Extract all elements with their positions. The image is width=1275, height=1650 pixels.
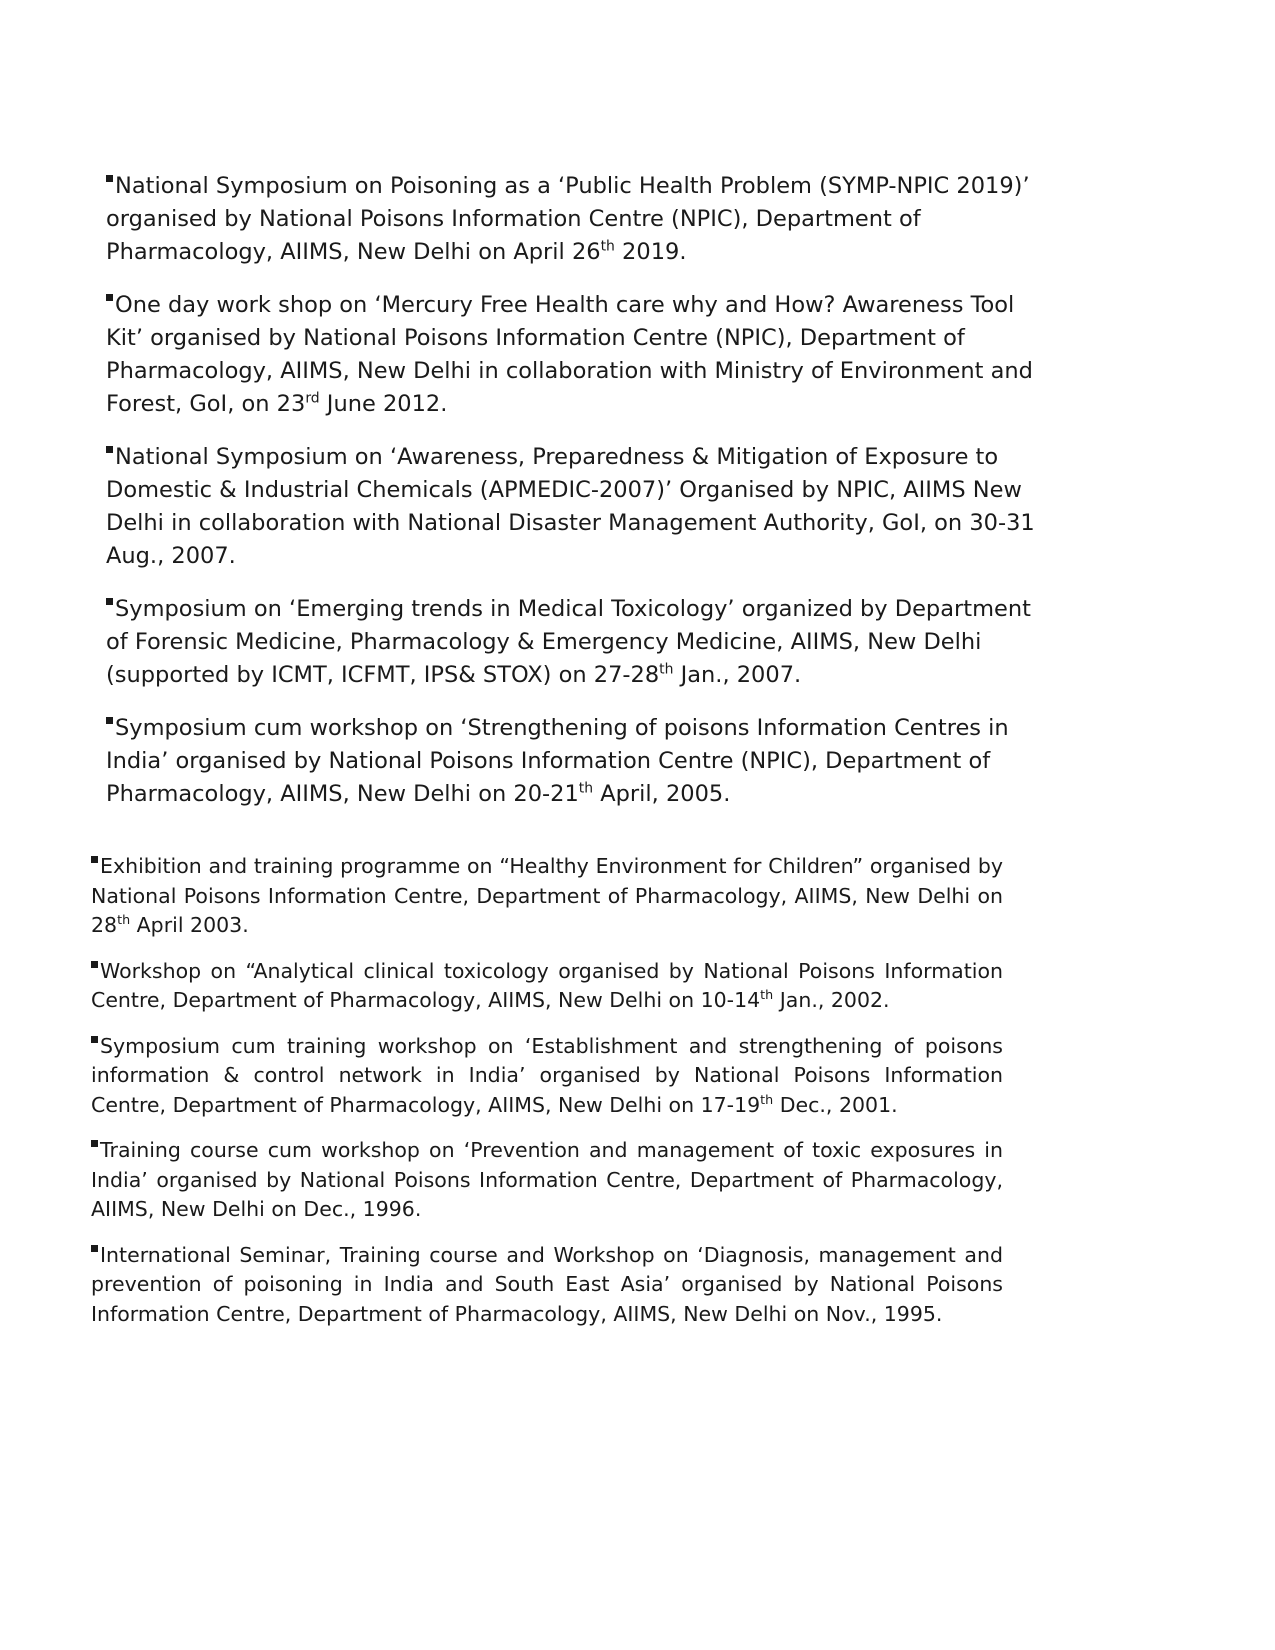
entry-text: April 2003. bbox=[130, 913, 249, 937]
entry-text: Kit’ organised by National Poisons Information Centre (NPIC), Department of bbox=[106, 325, 965, 351]
entry-line bbox=[106, 712, 1036, 745]
square-bullet-icon bbox=[106, 175, 113, 182]
entry-line bbox=[106, 289, 1036, 322]
entry-text: One day work shop on ‘Mercury Free Health care why and How? Awareness Tool bbox=[115, 292, 1015, 318]
entry-text: Pharmacology, AIIMS, New Delhi on April 26 bbox=[106, 239, 601, 265]
ordinal-suffix: th bbox=[760, 987, 774, 1003]
entry-text: India’ organised by National Poisons Information Centre (NPIC), Department of bbox=[106, 748, 991, 774]
entry-text: (supported by ICMT, ICFMT, IPS& STOX) on 27-28 bbox=[106, 662, 660, 688]
square-bullet-icon bbox=[91, 1140, 98, 1147]
entry-text: organised by National Poisons Information Centre (NPIC), Department of bbox=[106, 206, 921, 232]
entry-line bbox=[106, 322, 1036, 355]
event-entry bbox=[106, 289, 1036, 421]
entry-text: Domestic & Industrial Chemicals (APMEDIC-2007)’ Organised by NPIC, AIIMS New bbox=[106, 477, 1022, 503]
entry-text: Delhi in collaboration with National Disaster Management Authority, GoI, on 30-31 bbox=[106, 510, 1035, 536]
entry-text: Jan., 2007. bbox=[673, 662, 802, 688]
event-entry bbox=[106, 712, 1036, 811]
square-bullet-icon bbox=[91, 1245, 98, 1252]
ordinal-suffix: th bbox=[659, 661, 674, 678]
event-list-primary bbox=[106, 170, 1036, 831]
entry-text: Symposium on ‘Emerging trends in Medical Toxicology’ organized by Department bbox=[115, 596, 1031, 622]
entry-line bbox=[106, 626, 1036, 659]
event-entry bbox=[91, 957, 1003, 1016]
entry-line bbox=[106, 203, 1036, 236]
event-entry bbox=[91, 1241, 1003, 1330]
event-entry bbox=[91, 852, 1003, 941]
event-entry bbox=[106, 593, 1036, 692]
entry-text: Training course cum workshop on ‘Prevention and management of toxic exposures in India’ organised by National Poisons Information Centre, Department of Pharmacology, AIIMS, New Delhi on Dec., 1996. bbox=[91, 1138, 1003, 1221]
square-bullet-icon bbox=[106, 294, 113, 301]
entry-text: International Seminar, Training course and Workshop on ‘Diagnosis, management and prevention of poisoning in India and South East Asia’ organised by National Poisons Information Centre, Department of Pharmacology, AIIMS, New Delhi on Nov., 1995. bbox=[91, 1242, 1003, 1326]
entry-line bbox=[106, 540, 1036, 573]
entry-line bbox=[106, 355, 1036, 388]
entry-line bbox=[106, 388, 1036, 421]
event-entry bbox=[91, 1032, 1003, 1121]
square-bullet-icon bbox=[106, 717, 113, 724]
entry-line bbox=[106, 170, 1036, 203]
entry-text: 2019. bbox=[614, 239, 687, 265]
entry-line bbox=[106, 659, 1036, 692]
ordinal-suffix: th bbox=[600, 238, 615, 255]
square-bullet-icon bbox=[106, 598, 113, 605]
square-bullet-icon bbox=[91, 961, 98, 968]
entry-text: Dec., 2001. bbox=[773, 1092, 898, 1117]
entry-line bbox=[106, 593, 1036, 626]
entry-line bbox=[106, 441, 1036, 474]
entry-text: of Forensic Medicine, Pharmacology & Emergency Medicine, AIIMS, New Delhi bbox=[106, 629, 982, 655]
ordinal-suffix: th bbox=[578, 780, 594, 797]
square-bullet-icon bbox=[91, 1036, 98, 1043]
entry-text: Forest, GoI, on 23 bbox=[106, 391, 306, 417]
event-entry bbox=[106, 441, 1036, 573]
event-list-secondary bbox=[91, 852, 1003, 1345]
entry-text: Exhibition and training programme on “Healthy Environment for Children” organised by National Poisons Information Centre, Department of Pharmacology, AIIMS, New Delhi on 28 bbox=[91, 854, 1003, 937]
entry-line bbox=[106, 236, 1036, 269]
entry-text: Symposium cum training workshop on ‘Establishment and strengthening of poisons information & control network in India’ organised by National Poisons Information Centre, Department of Pharmacology, AIIMS, New Delhi on 17-19 bbox=[91, 1033, 1003, 1117]
entry-line bbox=[106, 507, 1036, 540]
square-bullet-icon bbox=[106, 446, 113, 453]
event-entry bbox=[106, 170, 1036, 269]
entry-text: Symposium cum workshop on ‘Strengthening of poisons Information Centres in bbox=[115, 715, 1009, 741]
entry-line bbox=[106, 745, 1036, 778]
entry-text: National Symposium on Poisoning as a ‘Public Health Problem (SYMP-NPIC 2019)’ bbox=[115, 173, 1030, 199]
entry-text: April, 2005. bbox=[593, 781, 731, 807]
ordinal-suffix: th bbox=[760, 1091, 774, 1107]
entry-text: Pharmacology, AIIMS, New Delhi on 20-21 bbox=[106, 781, 579, 807]
ordinal-suffix: th bbox=[117, 912, 131, 928]
entry-text: Workshop on “Analytical clinical toxicology organised by National Poisons Information Centre, Department of Pharmacology, AIIMS, New Delhi on 10-14 bbox=[91, 958, 1003, 1012]
entry-text: Pharmacology, AIIMS, New Delhi in collaboration with Ministry of Environment and bbox=[106, 358, 1033, 384]
entry-text: Aug., 2007. bbox=[106, 543, 236, 569]
entry-text: National Symposium on ‘Awareness, Preparedness & Mitigation of Exposure to bbox=[115, 444, 999, 470]
ordinal-suffix: rd bbox=[305, 390, 320, 407]
entry-text: Jan., 2002. bbox=[773, 988, 890, 1012]
event-entry bbox=[91, 1136, 1003, 1225]
entry-line bbox=[106, 474, 1036, 507]
square-bullet-icon bbox=[91, 856, 98, 863]
entry-text: June 2012. bbox=[319, 391, 448, 417]
entry-line bbox=[106, 778, 1036, 811]
